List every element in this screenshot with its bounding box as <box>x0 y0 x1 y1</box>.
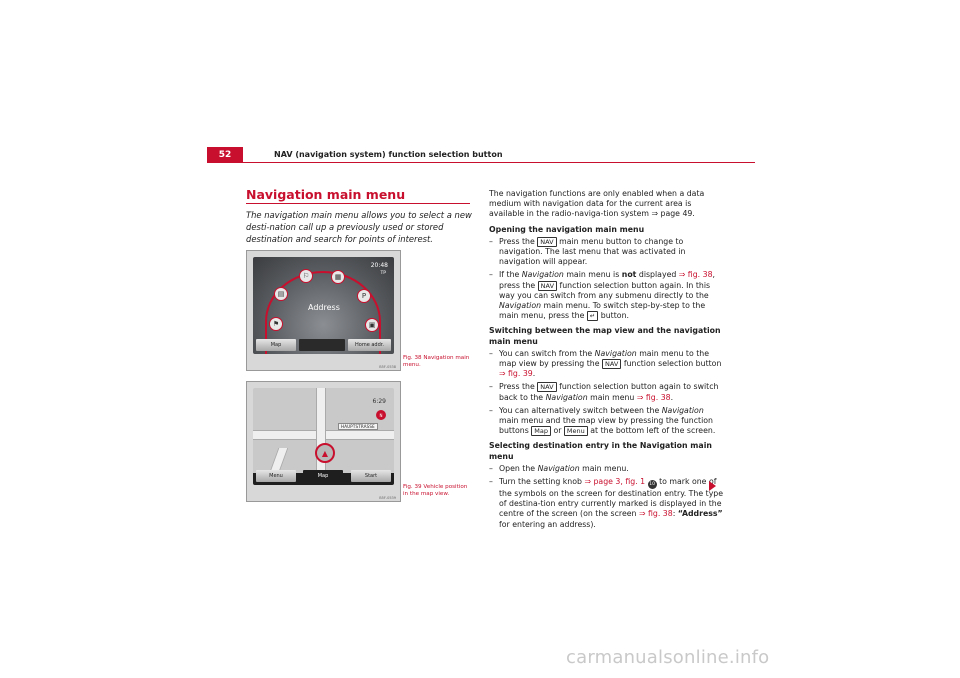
screen-time: 20:48 <box>370 262 388 269</box>
map-key: Map <box>531 426 551 436</box>
subheading-selecting: Selecting destination entry in the Navigation main menu <box>489 441 712 461</box>
list-item: – Turn the setting knob ⇒ page 3, fig. 1 10 to mark one of the symbols on the screen for destination entry. The type of destina-tion entry currently marked is displayed in the centre of the screen (on the screen ⇒ fig. 38: “Address” for entering an address). <box>489 477 724 529</box>
route-flag-icon: ⚐ <box>299 269 313 283</box>
page-number: 52 <box>207 147 243 163</box>
start-softkey: Start <box>351 470 391 482</box>
running-header: NAV (navigation system) function selection button <box>274 150 503 159</box>
header-rule <box>207 162 755 163</box>
list-item: – You can alternatively switch between the Navigation main menu and the map view by pressing the function buttons Map or Menu at the bottom left of the screen. <box>489 405 716 436</box>
menu-softkey: Menu <box>256 470 296 482</box>
flag-destination-icon: ⚑ <box>269 317 283 331</box>
caption-fig39: Fig. 39 Vehicle position in the map view. <box>403 484 468 497</box>
back-key-icon: ↵ <box>587 311 598 321</box>
watermark: carmanualsonline.info <box>566 647 770 668</box>
nav-key: NAV <box>538 281 557 291</box>
menu-key: Menu <box>564 426 588 436</box>
nav-key: NAV <box>537 382 556 392</box>
memory-icon: ▦ <box>331 270 345 284</box>
section-title: Navigation main menu <box>246 187 406 202</box>
street-label: HAUPTSTRASSE <box>338 423 378 430</box>
home-address-softkey: Home addr. <box>348 339 391 351</box>
map-view-screen <box>253 388 394 485</box>
vehicle-position-icon: ▲ <box>315 443 335 463</box>
poi-icon: P <box>357 289 371 303</box>
continue-arrow-icon <box>709 481 716 491</box>
intro-text: The navigation main menu allows you to select a new desti-nation call up a previously used or stored destination and search for points of interest. <box>246 210 472 244</box>
list-item: – You can switch from the Navigation main menu to the map view by pressing the NAV function selection button ⇒ fig. 39. <box>489 348 722 379</box>
screen-label-address: Address <box>308 303 340 312</box>
paragraph: The navigation functions are only enabled when a data medium with navigation data for the current area is available in the radio-naviga-tion system ⇒ page 49. <box>489 189 705 219</box>
subheading-switching: Switching between the map view and the navigation main menu <box>489 326 721 346</box>
setting-knob-icon: 10 <box>649 482 655 488</box>
list-item: – Open the Navigation main menu. <box>489 463 629 473</box>
list-item: – If the Navigation main menu is not displayed ⇒ fig. 38, press the NAV function selection button again. In this way you can switch from any submenu directly to the Navigation main menu. To switch step-by-step to the main menu, press the ↵ button. <box>489 270 716 321</box>
nav-main-menu-screen <box>253 257 394 354</box>
cross-reference: ⇒ fig. 38 <box>638 509 673 519</box>
center-softkey <box>299 339 345 351</box>
body-text-column <box>489 189 725 533</box>
compass-icon: N <box>376 410 386 420</box>
list-item: – Press the NAV function selection button again to switch back to the Navigation main menu ⇒ fig. 38. <box>489 382 719 402</box>
recent-destinations-icon: ▤ <box>274 287 288 301</box>
screen-tp: TP <box>380 271 386 276</box>
cross-reference: ⇒ page 3, fig. 1 <box>584 477 646 487</box>
list-item: – Press the NAV main menu button to change to navigation. The last menu that was activated in navigation will appear. <box>489 236 686 267</box>
cross-reference: ⇒ fig. 38 <box>678 270 713 280</box>
caption-fig38: Fig. 38 Navigation main menu. <box>403 355 470 368</box>
cross-reference: ⇒ fig. 38 <box>636 392 671 402</box>
screen-time: 6:29 <box>372 398 386 405</box>
figure-code: B5F-0539 <box>379 496 396 500</box>
nav-key: NAV <box>602 359 621 369</box>
figure-vehicle-position <box>246 381 401 502</box>
subheading-opening: Opening the navigation main menu <box>489 224 645 234</box>
figure-code: B5F-0538 <box>379 365 396 369</box>
cross-reference: ⇒ fig. 39 <box>499 369 533 379</box>
section-rule <box>246 203 470 204</box>
map-softkey: Map <box>303 470 343 482</box>
settings-icon: ▣ <box>365 318 379 332</box>
nav-key: NAV <box>537 237 556 247</box>
figure-navigation-main-menu <box>246 250 401 371</box>
map-softkey: Map <box>256 339 296 351</box>
